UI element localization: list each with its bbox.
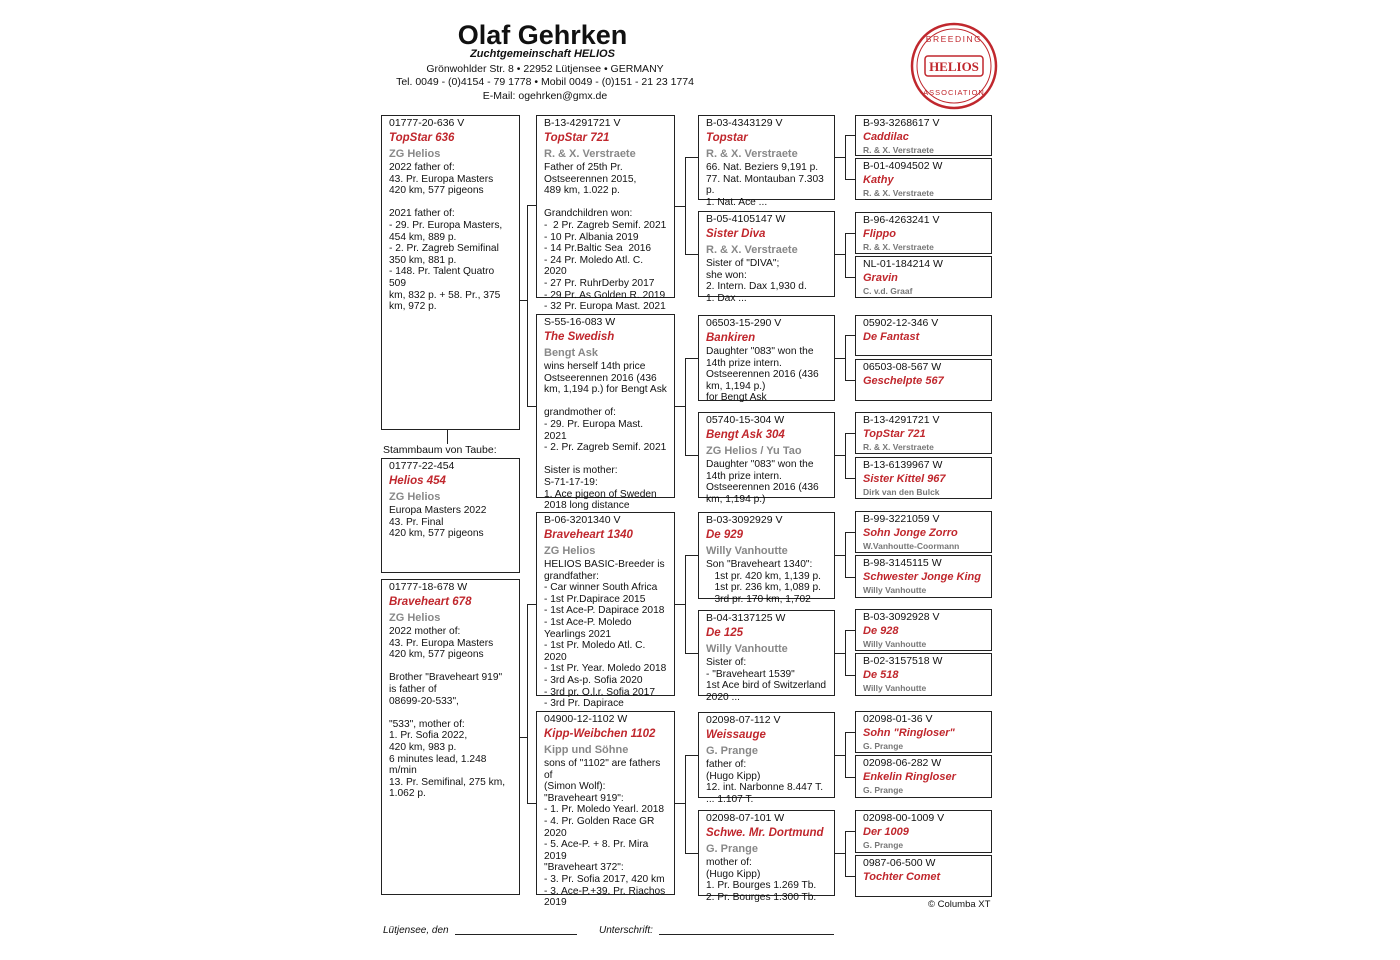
gen2-breeder: R. & X. Verstraete — [544, 148, 636, 160]
gen4-breeder: Dirk van den Bulck — [863, 487, 940, 497]
dam-breeder: ZG Helios — [389, 612, 441, 624]
gen4-ring: 0987-06-500 W — [863, 857, 936, 869]
gen4-breeder: C. v.d. Graaf — [863, 286, 913, 296]
stammbaum-label: Stammbaum von Taube: — [383, 444, 497, 456]
gen4-box-5 — [855, 315, 992, 356]
gen4-name: Enkelin Ringloser — [863, 771, 956, 783]
gen3-box-5 — [698, 512, 835, 605]
gen3-text: Daughter "083" won the 14th prize intern. Ostseerennen 2016 (436 km, 1,194 p.) — [706, 459, 819, 505]
gen4-box-16 — [855, 855, 992, 897]
gen3-text: Sister of: - "Braveheart 1539" 1st Ace bird of Switzerland 2020 ... — [706, 657, 827, 703]
gen3-text: 66. Nat. Beziers 9,191 p. 77. Nat. Montauban 7.303 p. 1. Nat. Ace ... — [706, 162, 824, 208]
gen4-ring: B-98-3145115 W — [863, 557, 942, 569]
gen4-ring: 02098-00-1009 V — [863, 812, 945, 824]
breeder-address: Grönwohlder Str. 8 • 22952 Lütjensee • GERMANY — [426, 63, 664, 75]
gen2-name: The Swedish — [544, 331, 615, 343]
gen2-name: TopStar 721 — [544, 132, 610, 144]
subject-breeder: ZG Helios — [389, 491, 441, 503]
gen4-ring: 02098-06-282 W — [863, 757, 942, 769]
breeder-name: Olaf Gehrken — [457, 20, 628, 50]
gen2-ring: 04900-12-1102 W — [544, 713, 628, 725]
sire-ring: 01777-20-636 V — [389, 117, 465, 129]
gen2-name: Kipp-Weibchen 1102 — [544, 728, 656, 740]
gen3-ring: 02098-07-112 V — [706, 714, 781, 726]
gen4-name: Tochter Comet — [863, 871, 941, 883]
gen4-box-11 — [855, 609, 992, 651]
gen2-text: Father of 25th Pr. Ostseerennen 2015, 489 km, 1.022 p. Grandchildren won: - 2 Pr. Zagreb Semif. 2021 - 10 Pr. Albania 2019 - 14 Pr.Baltic Sea 2016 - 24 Pr. Moledo Atl. C. 2020 - 27 Pr. RuhrDerby 2017 - 29 Pr. As Golden R. 2019 - 32 Pr. Europa Mast. 2021 — [544, 162, 667, 313]
gen2-box-4 — [536, 711, 675, 909]
gen3-name: De 125 — [706, 627, 744, 639]
gen4-breeder: G. Prange — [863, 785, 904, 795]
sire-breeder: ZG Helios — [389, 148, 441, 160]
gen2-text: HELIOS BASIC-Breeder is grandfather: - Car winner South Africa - 1st Pr.Dapirace 2015 - 1st Ace-P. Dapirace 2018 - 1st Ace-P. Moledo Yearlings 2021 - 1st Pr. Moledo Atl. C. 2020 - 1st Pr. Year. Moledo 2018 - 3rd As-p. Sofia 2020 - 3rd pr. O.l.r. Sofia 2017 - 3rd Pr. Dapirace — [544, 559, 667, 710]
gen2-breeder: Bengt Ask — [544, 347, 598, 359]
gen4-name: De Fantast — [863, 331, 920, 343]
gen3-text: Sister of "DIVA"; she won: 2. Intern. Dax 1,930 d. 1. Dax ... — [706, 258, 807, 304]
svg-text:ASSOCIATION: ASSOCIATION — [923, 88, 985, 97]
gen4-box-10 — [855, 555, 992, 598]
gen3-name: Schwe. Mr. Dortmund — [706, 827, 824, 839]
gen2-ring: B-13-4291721 V — [544, 117, 621, 129]
gen4-name: Kathy — [863, 174, 894, 186]
gen4-name: Der 1009 — [863, 826, 909, 838]
gen3-name: Bengt Ask 304 — [706, 429, 785, 441]
gen4-ring: B-99-3221059 V — [863, 513, 940, 525]
dam-text: 2022 mother of: 43. Pr. Europa Masters 420 km, 577 pigeons Brother "Braveheart 919" is father of 08699-20-533", "533", mother of: 1. Pr. Sofia 2022, 420 km, 983 p. 6 minutes lead, 1.248 m/min 13. Pr. Semifinal, 275 km, 1.062 p. — [389, 626, 506, 800]
gen4-name: Sister Kittel 967 — [863, 473, 946, 485]
gen4-name: Geschelpte 567 — [863, 375, 944, 387]
dam-ring: 01777-18-678 W — [389, 581, 468, 593]
gen3-box-7 — [698, 712, 835, 805]
gen2-box-1 — [536, 115, 675, 313]
gen3-text: father of: (Hugo Kipp) 12. int. Narbonne 8.447 T. ... 1.107 T. — [706, 759, 824, 805]
subject-name: Helios 454 — [389, 475, 446, 487]
subject-text: Europa Masters 2022 43. Pr. Final 420 km, 577 pigeons — [389, 505, 487, 540]
gen4-ring: B-93-3268617 V — [863, 117, 940, 129]
gen4-name: De 518 — [863, 669, 899, 681]
gen3-box-1 — [698, 115, 835, 208]
gen3-ring: B-04-3137125 W — [706, 612, 786, 624]
gen4-box-2 — [855, 158, 992, 200]
gen4-ring: B-01-4094502 W — [863, 160, 943, 172]
gen2-box-2 — [536, 314, 675, 512]
place-date-label: Lütjensee, den — [383, 925, 449, 936]
gen3-ring: 05740-15-304 W — [706, 414, 785, 426]
gen3-ring: B-03-4343129 V — [706, 117, 783, 129]
gen3-text: mother of: (Hugo Kipp) 1. Pr. Bourges 1.269 Tb. 2. Pr. Bourges 1.300 Tb. — [706, 857, 817, 903]
gen4-ring: NL-01-184214 W — [863, 258, 943, 270]
gen4-ring: B-13-6139967 W — [863, 459, 943, 471]
dam-box — [381, 579, 520, 895]
signature-label: Unterschrift: — [599, 925, 653, 936]
gen2-box-3 — [536, 512, 675, 710]
gen4-ring: 05902-12-346 V — [863, 317, 939, 329]
sire-box — [381, 115, 520, 430]
gen3-box-3 — [698, 315, 835, 404]
gen4-box-8 — [855, 457, 992, 499]
gen2-text: wins herself 14th price Ostseerennen 2016 (436 km, 1,194 p.) for Bengt Ask grandmother of: - 29. Pr. Europa Mast. 2021 - 2. Pr. Zagreb Semif. 2021 Sister is mother: S-71-17-19: 1. Ace pigeon of Sweden 2018 long distance — [544, 361, 667, 512]
gen3-breeder: ZG Helios / Yu Tao — [706, 445, 802, 457]
breeder-email: E-Mail: ogehrken@gmx.de — [482, 90, 608, 102]
subject-box — [381, 458, 520, 573]
gen3-breeder: G. Prange — [706, 745, 758, 757]
gen4-breeder: Willy Vanhoutte — [863, 639, 927, 649]
gen4-breeder: R. & X. Verstraete — [863, 242, 934, 252]
gen4-box-13 — [855, 711, 992, 753]
gen3-name: Bankiren — [706, 332, 756, 344]
gen4-box-7 — [855, 412, 992, 454]
gen4-ring: 06503-08-567 W — [863, 361, 942, 373]
gen3-text: Son "Braveheart 1340": 1st pr. 420 km, 1,139 p. 1st pr. 236 km, 1,089 p. 3rd pr. 170 km, 1,702 — [706, 559, 821, 605]
gen3-ring: 02098-07-101 W — [706, 812, 785, 824]
svg-text:HELIOS: HELIOS — [929, 59, 979, 74]
gen3-breeder: R. & X. Verstraete — [706, 244, 798, 256]
gen4-box-4 — [855, 256, 992, 298]
gen4-box-14 — [855, 755, 992, 798]
gen4-name: Sohn "Ringloser" — [863, 727, 955, 739]
gen4-breeder: W.Vanhoutte-Coormann — [863, 541, 960, 551]
place-date-line[interactable] — [455, 934, 577, 935]
gen4-box-15 — [855, 810, 992, 853]
gen4-box-6 — [855, 359, 992, 401]
gen4-name: Flippo — [863, 228, 896, 240]
gen2-name: Braveheart 1340 — [544, 529, 633, 541]
gen4-breeder: Willy Vanhoutte — [863, 585, 927, 595]
gen4-ring: B-02-3157518 W — [863, 655, 943, 667]
subject-ring: 01777-22-454 — [389, 460, 455, 472]
gen3-ring: B-03-3092929 V — [706, 514, 783, 526]
gen2-ring: S-55-16-083 W — [544, 316, 616, 328]
gen4-box-9 — [855, 511, 992, 553]
gen2-breeder: ZG Helios — [544, 545, 596, 557]
gen4-ring: B-96-4263241 V — [863, 214, 940, 226]
gen4-breeder: R. & X. Verstraete — [863, 145, 934, 155]
gen3-name: Weissauge — [706, 729, 766, 741]
gen3-text: Daughter "083" won the 14th prize intern. Ostseerennen 2016 (436 km, 1,194 p.) for Bengt Ask — [706, 346, 819, 404]
gen3-box-8 — [698, 810, 835, 903]
copyright: © Columba XT — [928, 899, 991, 910]
gen3-box-2 — [698, 211, 835, 304]
sire-text: 2022 father of: 43. Pr. Europa Masters 420 km, 577 pigeons 2021 father of: - 29. Pr. Europa Masters, 454 km, 889 p. - 2. Pr. Zagreb Semifinal 350 km, 881 p. - 148. Pr. Talent Quatro 509 km, 832 p. + 58. Pr., 375 km, 972 p. — [389, 162, 503, 313]
gen4-box-1 — [855, 115, 992, 156]
gen4-name: De 928 — [863, 625, 899, 637]
gen3-breeder: Willy Vanhoutte — [706, 545, 788, 557]
svg-text:BREEDING: BREEDING — [925, 34, 983, 44]
gen3-name: De 929 — [706, 529, 744, 541]
breeder-phone: Tel. 0049 - (0)4154 - 79 1778 • Mobil 0049 - (0)151 - 21 23 1774 — [396, 76, 694, 88]
gen4-breeder: G. Prange — [863, 840, 904, 850]
gen3-box-6 — [698, 610, 835, 703]
gen4-breeder: G. Prange — [863, 741, 904, 751]
gen3-box-4 — [698, 412, 835, 505]
gen4-name: Gravin — [863, 272, 898, 284]
gen3-ring: B-05-4105147 W — [706, 213, 786, 225]
breeder-subtitle: Zuchtgemeinschaft HELIOS — [470, 48, 615, 60]
gen2-breeder: Kipp und Söhne — [544, 744, 629, 756]
dam-name: Braveheart 678 — [389, 596, 472, 608]
gen4-ring: 02098-01-36 V — [863, 713, 933, 725]
gen4-ring: B-03-3092928 V — [863, 611, 940, 623]
gen2-ring: B-06-3201340 V — [544, 514, 621, 526]
gen3-breeder: Willy Vanhoutte — [706, 643, 788, 655]
sire-name: TopStar 636 — [389, 132, 455, 144]
gen4-name: TopStar 721 — [863, 428, 926, 440]
gen3-name: Sister Diva — [706, 228, 766, 240]
gen4-breeder: Willy Vanhoutte — [863, 683, 927, 693]
gen4-name: Caddilac — [863, 131, 909, 143]
gen4-breeder: R. & X. Verstraete — [863, 188, 934, 198]
gen4-box-3 — [855, 212, 992, 254]
gen3-breeder: R. & X. Verstraete — [706, 148, 798, 160]
gen3-ring: 06503-15-290 V — [706, 317, 782, 329]
signature-line[interactable] — [659, 934, 834, 935]
gen3-name: Topstar — [706, 132, 748, 144]
gen4-name: Schwester Jonge King — [863, 571, 981, 583]
gen4-box-12 — [855, 653, 992, 696]
gen4-name: Sohn Jonge Zorro — [863, 527, 958, 539]
gen4-breeder: R. & X. Verstraete — [863, 442, 934, 452]
helios-stamp-logo — [910, 22, 998, 110]
gen4-ring: B-13-4291721 V — [863, 414, 940, 426]
gen2-text: sons of "1102" are fathers of (Simon Wolf): "Braveheart 919": - 1. Pr. Moledo Yearl. 2018 - 4. Pr. Golden Race GR 2020 - 5. Ace-P. + 8. Pr. Mira 2019 "Braveheart 372": - 3. Pr. Sofia 2017, 420 km - 3. Ace-P.+39. Pr. Riachos 2019 — [544, 758, 666, 909]
gen3-breeder: G. Prange — [706, 843, 758, 855]
